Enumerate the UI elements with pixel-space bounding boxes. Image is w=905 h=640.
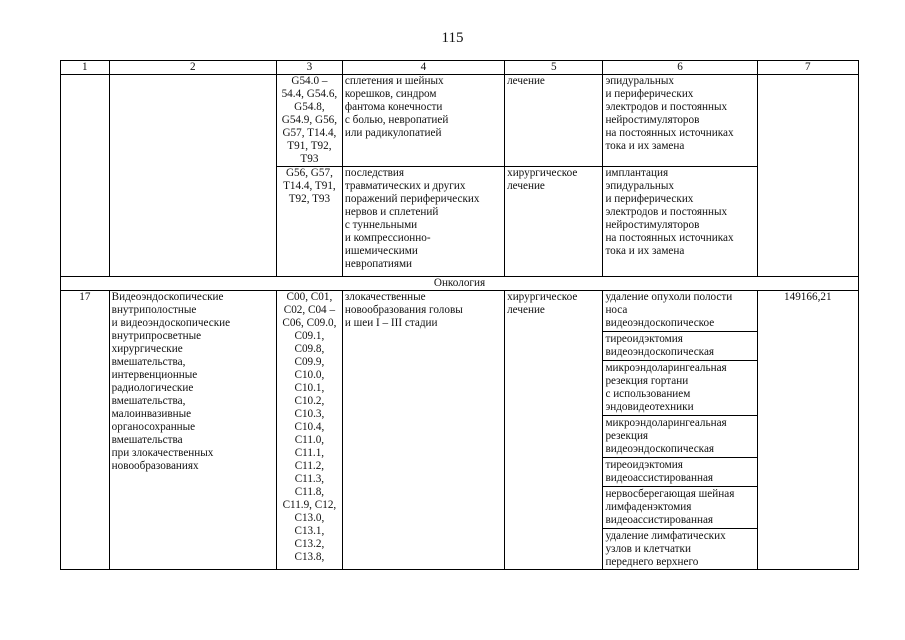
row-number-cell: 17 [61,291,110,570]
icd-codes-cell: C00, C01, C02, C04 – C06, C09.0, C09.1, C09.8, C09.9, C10.0, C10.1, C10.2, C10.3, C10.4, C11.0, C11.1, C11.2, C11.3, C11.8, C11.9, C12, C13.0, C13.1, C13.2, C13.8, [276,291,342,570]
column-number-header: 2 [109,61,276,75]
icd-codes-cell: G56, G57, T14.4, T91, T92, T93 [276,167,342,277]
treatment-method-item: микроэндоларингеальная резекция видеоэндоскопическая [603,415,756,456]
cost-cell: 149166,21 [757,291,858,570]
treatment-method-cell [603,291,757,570]
treatment-method-cell: эпидуральных и периферических электродов и постоянных нейростимуляторов на постоянных источниках тока и их замена [603,75,757,167]
column-number-header: 7 [757,61,858,75]
patient-model-cell: сплетения и шейных корешков, синдром фантома конечности с болью, невропатией или радикулопатией [342,75,504,167]
column-number-header: 3 [276,61,342,75]
page-number: 115 [441,30,464,46]
treatment-method-item: тиреоидэктомия видеоассистированная [603,457,756,485]
treatment-type-cell: хирургическое лечение [505,291,603,570]
icd-codes-cell: G54.0 – 54.4, G54.6, G54.8, G54.9, G56, G57, T14.4, T91, T92, T93 [276,75,342,167]
treatment-method-cell: имплантация эпидуральных и периферических электродов и постоянных нейростимуляторов на постоянных источниках тока и их замена [603,167,757,277]
table-header-row [61,61,859,75]
service-name-cell [109,75,276,277]
treatment-method-item: удаление лимфатических узлов и клетчатки переднего верхнего [603,528,756,569]
patient-model-cell: последствия травматических и других поражений периферических нервов и сплетений с туннельными и компрессионно- ишемическими невропатиями [342,167,504,277]
treatment-method-item: микроэндоларингеальная резекция гортани с использованием эндовидеотехники [603,360,756,414]
treatment-method-item: тиреоидэктомия видеоэндоскопическая [603,331,756,359]
treatment-method-item: нервосберегающая шейная лимфаденэктомия видеоассистированная [603,486,756,527]
treatment-method-item: удаление опухоли полости носа видеоэндоскопическое [605,291,733,329]
section-title: Онкология [61,277,859,291]
column-number-header: 6 [603,61,757,75]
table-row [61,75,859,167]
column-number-header: 4 [342,61,504,75]
section-row [61,277,859,291]
medical-services-table [60,60,859,570]
row-number-cell [61,75,110,277]
column-number-header: 1 [61,61,110,75]
cost-cell [757,75,858,277]
column-number-header: 5 [505,61,603,75]
table-row [61,291,859,570]
treatment-type-cell: лечение [505,75,603,167]
patient-model-cell: злокачественные новообразования головы и шеи I – III стадии [342,291,504,570]
service-name-cell: Видеоэндоскопические внутриполостные и видеоэндоскопические внутрипросветные хирургические вмешательства, интервенционные радиологические вмешательства, малоинвазивные органосохранные вмешательства при злокачественных новообразованиях [109,291,276,570]
treatment-type-cell: хирургическое лечение [505,167,603,277]
